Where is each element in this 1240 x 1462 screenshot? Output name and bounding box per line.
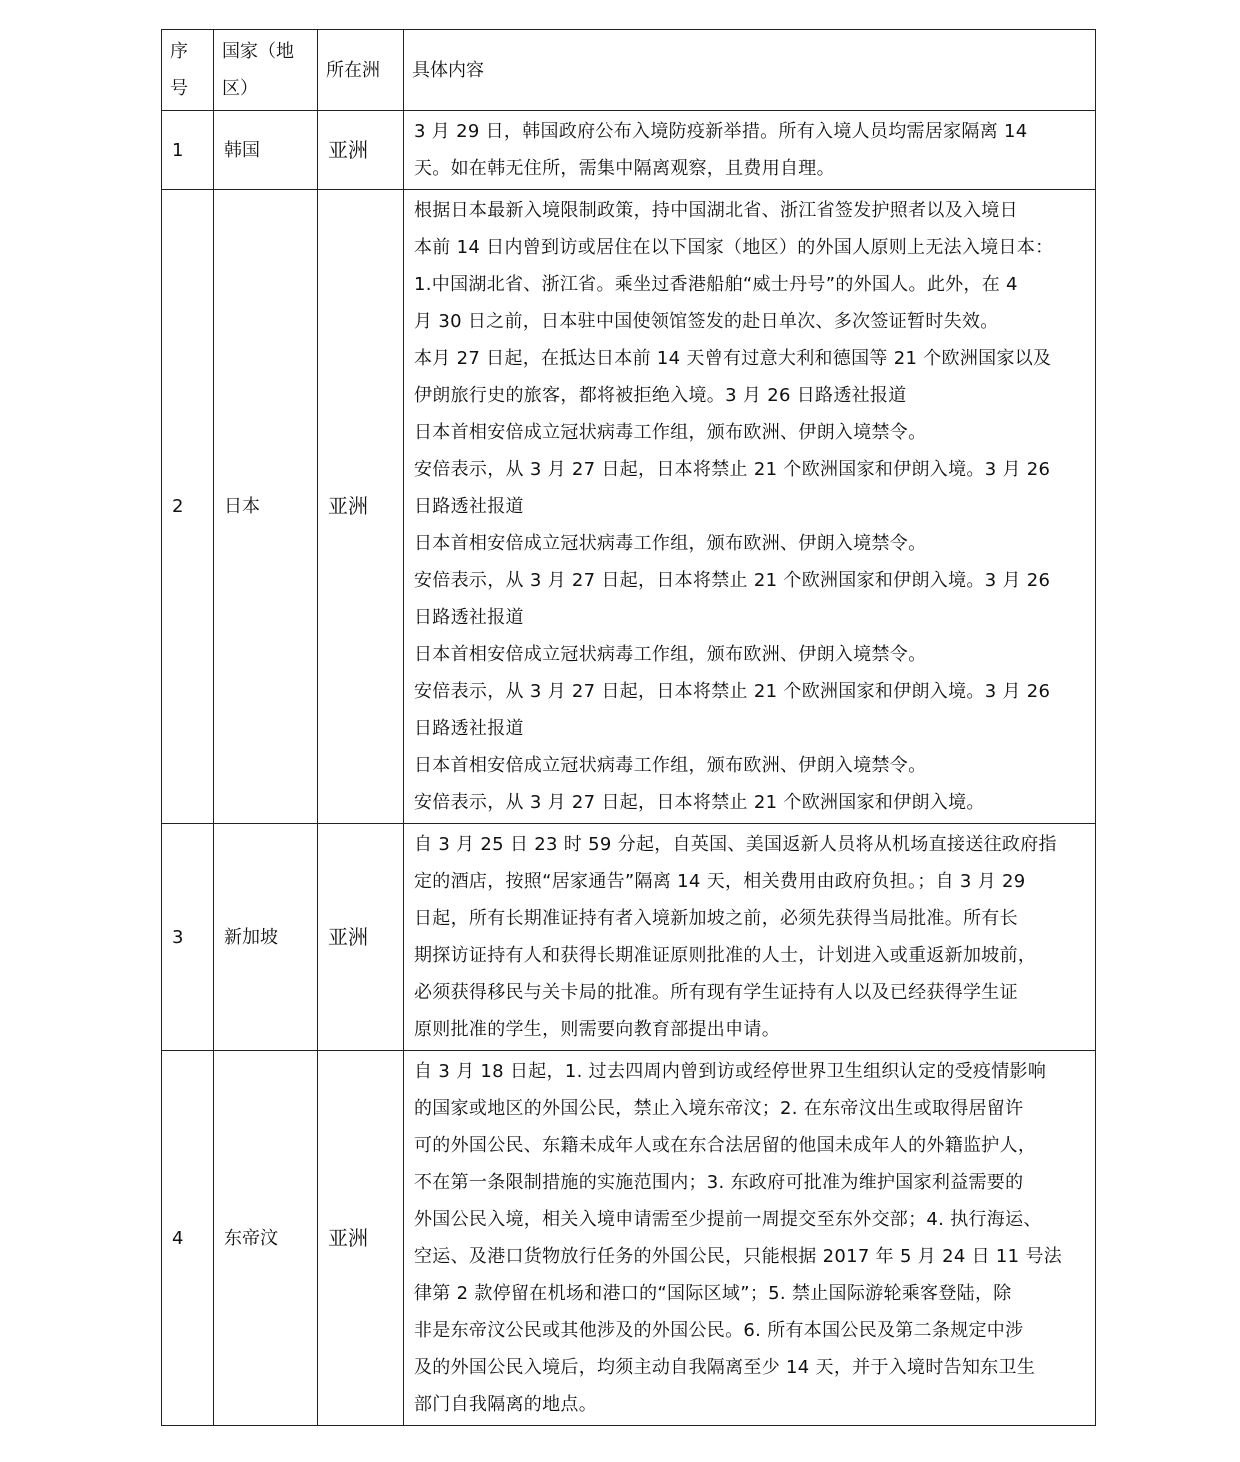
header-index-line-2: 号 — [170, 78, 188, 99]
content-line: 天。如在韩无住所，需集中隔离观察，且费用自理。 — [414, 158, 835, 179]
row-index-cell: 3 — [162, 824, 214, 1051]
table-row — [162, 1051, 1096, 1426]
policy-table — [161, 29, 1096, 1426]
content-line: 不在第一条限制措施的实施范围内；3. 东政府可批准为维护国家利益需要的 — [414, 1172, 1024, 1193]
row-content-cell — [404, 111, 1096, 190]
row-content-cell — [404, 1051, 1096, 1426]
content-line: 伊朗旅行史的旅客，都将被拒绝入境。3 月 26 日路透社报道 — [414, 385, 907, 406]
row-country-cell: 新加坡 — [214, 824, 318, 1051]
content-line: 本前 14 日内曾到访或居住在以下国家（地区）的外国人原则上无法入境日本： — [414, 237, 1054, 258]
row-country-cell: 日本 — [214, 190, 318, 824]
content-line: 日起，所有长期准证持有者入境新加坡之前，必须先获得当局批准。所有长 — [414, 908, 1018, 929]
content-line: 日路透社报道 — [414, 496, 524, 517]
row-index-cell: 2 — [162, 190, 214, 824]
content-line: 3 月 29 日，韩国政府公布入境防疫新举措。所有入境人员均需居家隔离 14 — [414, 121, 1028, 142]
header-content-label: 具体内容 — [412, 59, 484, 81]
content-line: 原则批准的学生，则需要向教育部提出申请。 — [414, 1019, 780, 1040]
row-continent-cell: 亚洲 — [318, 111, 404, 190]
content-line: 日路透社报道 — [414, 607, 524, 628]
row-country-cell: 韩国 — [214, 111, 318, 190]
content-line: 外国公民入境，相关入境申请需至少提前一周提交至东外交部；4. 执行海运、 — [414, 1209, 1042, 1230]
row-continent-cell: 亚洲 — [318, 1051, 404, 1426]
row-country-cell: 东帝汶 — [214, 1051, 318, 1426]
header-continent-label: 所在洲 — [326, 59, 380, 81]
content-line: 日本首相安倍成立冠状病毒工作组，颁布欧洲、伊朗入境禁令。 — [414, 533, 927, 554]
table-row — [162, 190, 1096, 824]
content-line: 安倍表示，从 3 月 27 日起，日本将禁止 21 个欧洲国家和伊朗入境。3 月 26 — [414, 681, 1051, 702]
content-line: 可的外国公民、东籍未成年人或在东合法居留的他国未成年人的外籍监护人， — [414, 1135, 1037, 1156]
table-row — [162, 111, 1096, 190]
header-country-line-2: 区） — [222, 78, 258, 99]
content-line: 1.中国湖北省、浙江省。乘坐过香港船舶“威士丹号”的外国人。此外，在 4 — [414, 274, 1018, 295]
content-line: 期探访证持有人和获得长期准证原则批准的人士，计划进入或重返新加坡前， — [414, 945, 1037, 966]
table-body — [162, 111, 1096, 1426]
header-index — [162, 30, 214, 111]
header-continent — [318, 30, 404, 111]
content-line: 日本首相安倍成立冠状病毒工作组，颁布欧洲、伊朗入境禁令。 — [414, 644, 927, 665]
row-index-cell: 4 — [162, 1051, 214, 1426]
row-continent-cell: 亚洲 — [318, 190, 404, 824]
content-line: 律第 2 款停留在机场和港口的“国际区域”；5. 禁止国际游轮乘客登陆，除 — [414, 1283, 1012, 1304]
content-line: 日本首相安倍成立冠状病毒工作组，颁布欧洲、伊朗入境禁令。 — [414, 422, 927, 443]
content-line: 定的酒店，按照“居家通告”隔离 14 天，相关费用由政府负担。；自 3 月 29 — [414, 871, 1026, 892]
row-content-cell — [404, 190, 1096, 824]
content-line: 安倍表示，从 3 月 27 日起，日本将禁止 21 个欧洲国家和伊朗入境。3 月 26 — [414, 570, 1051, 591]
row-index-cell: 1 — [162, 111, 214, 190]
header-row — [162, 30, 1096, 111]
header-content — [404, 30, 1096, 111]
content-line: 安倍表示，从 3 月 27 日起，日本将禁止 21 个欧洲国家和伊朗入境。3 月 26 — [414, 459, 1051, 480]
table-row — [162, 824, 1096, 1051]
content-line: 本月 27 日起，在抵达日本前 14 天曾有过意大利和德国等 21 个欧洲国家以及 — [414, 348, 1052, 369]
content-line: 必须获得移民与关卡局的批准。所有现有学生证持有人以及已经获得学生证 — [414, 982, 1018, 1003]
content-line: 自 3 月 18 日起，1. 过去四周内曾到访或经停世界卫生组织认定的受疫情影响 — [414, 1061, 1047, 1082]
content-line: 月 30 日之前，日本驻中国使领馆签发的赴日单次、多次签证暂时失效。 — [414, 311, 999, 332]
header-country-line-1: 国家（地 — [222, 41, 294, 62]
content-line: 的国家或地区的外国公民，禁止入境东帝汶；2. 在东帝汶出生或取得居留许 — [414, 1098, 1024, 1119]
header-country — [214, 30, 318, 111]
content-line: 日路透社报道 — [414, 718, 524, 739]
content-line: 根据日本最新入境限制政策，持中国湖北省、浙江省签发护照者以及入境日 — [414, 200, 1018, 221]
content-line: 自 3 月 25 日 23 时 59 分起，自英国、美国返新人员将从机场直接送往政府指 — [414, 834, 1057, 855]
content-line: 空运、及港口货物放行任务的外国公民，只能根据 2017 年 5 月 24 日 11 号法 — [414, 1246, 1063, 1267]
content-line: 非是东帝汶公民或其他涉及的外国公民。6. 所有本国公民及第二条规定中涉 — [414, 1320, 1024, 1341]
row-content-cell — [404, 824, 1096, 1051]
header-index-line-1: 序 — [170, 41, 188, 62]
content-line: 日本首相安倍成立冠状病毒工作组，颁布欧洲、伊朗入境禁令。 — [414, 755, 927, 776]
content-line: 部门自我隔离的地点。 — [414, 1394, 597, 1415]
content-line: 及的外国公民入境后，均须主动自我隔离至少 14 天，并于入境时告知东卫生 — [414, 1357, 1036, 1378]
table-header — [162, 30, 1096, 111]
content-line: 安倍表示，从 3 月 27 日起，日本将禁止 21 个欧洲国家和伊朗入境。 — [414, 792, 985, 813]
row-continent-cell: 亚洲 — [318, 824, 404, 1051]
